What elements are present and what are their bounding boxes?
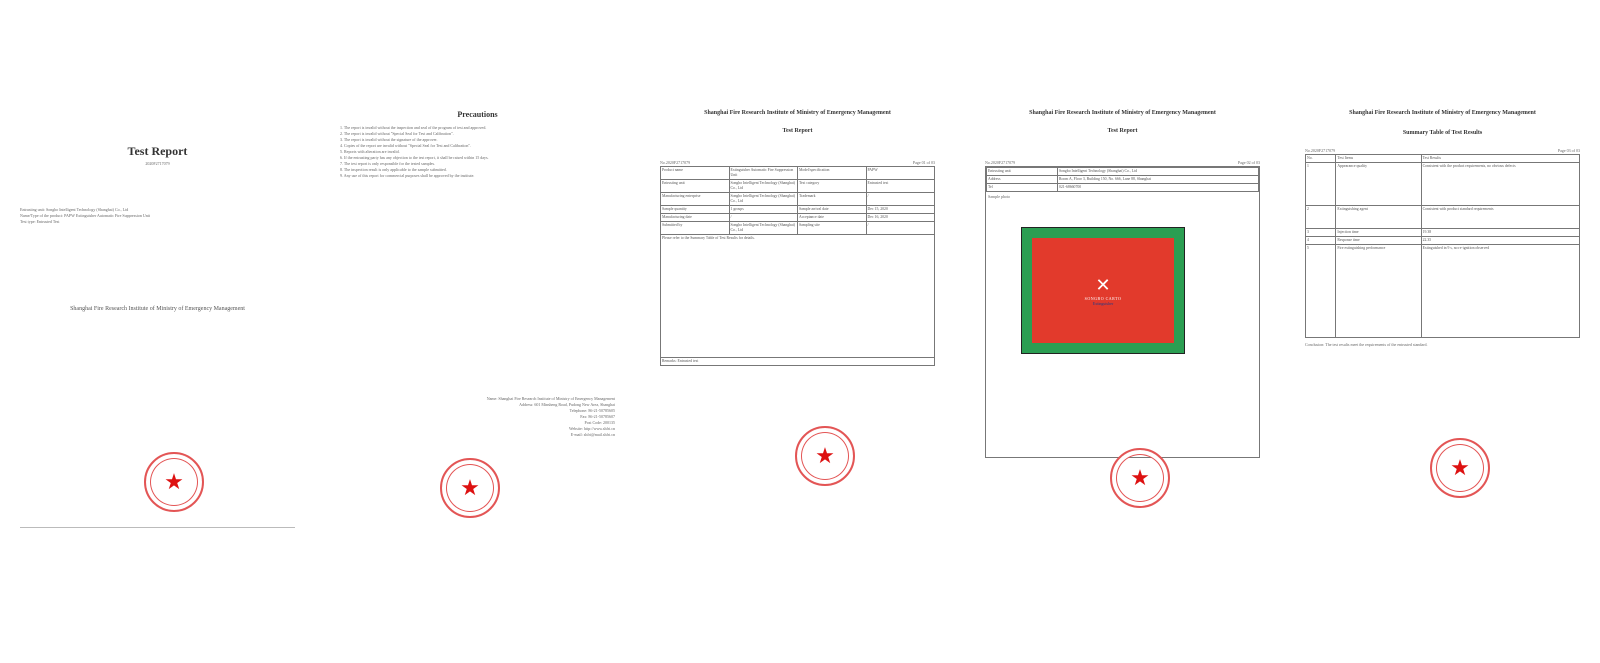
table-row: 5 Fire extinguishing performance Extinguished in 9 s, no re-ignition observed (1306, 245, 1580, 338)
client-line: Name/Type of the product: PAPW Extinguisher Automatic Fire Suppression Unit (20, 213, 151, 218)
institute-header: Shanghai Fire Research Institute of Ministry of Emergency Management (1029, 110, 1216, 116)
table-row: Remarks: Entrusted test (661, 358, 935, 366)
conclusion-text: Conclusion: The test results meet the requirements of the entrusted standard. (1305, 342, 1428, 347)
precaution-item: 3. The report is invalid without the signature of the approver. (340, 137, 438, 142)
official-seal: ★ (1110, 448, 1170, 508)
table-row: No. Test Items Test Results (1306, 155, 1580, 163)
contact-line: E-mail: shfri@mail.shfri.cn (570, 432, 615, 437)
page-number: Page 02 of 03 (1237, 160, 1260, 165)
contact-line: Telephone: 86-21-50785605 (569, 408, 615, 413)
precaution-item: 9. Any use of this report for commercial purposes shall be approved by the institute. (340, 173, 475, 178)
device-body (1032, 238, 1174, 343)
report-number: No.2020F2717079 (985, 160, 1016, 165)
table-row: Please refer to the Summary Table of Test Results for details. (661, 235, 935, 358)
report-info-table (660, 166, 935, 366)
table-row: 4 Response time 22.35 (1306, 237, 1580, 245)
device-brand: SONGBO CARTO (1084, 296, 1122, 301)
page-footer (20, 527, 295, 528)
contact-line: Website: http://www.shfri.cn (569, 426, 615, 431)
results-table (1305, 154, 1580, 338)
test-report-page-1 (660, 96, 935, 536)
photo-label: Sample photo (988, 194, 1011, 199)
contact-line: Post Code: 200135 (584, 420, 615, 425)
sample-photo (1021, 227, 1185, 354)
client-line: Test type: Entrusted Test (20, 219, 60, 224)
precautions-page (340, 96, 615, 536)
table-row: Manufacturing date / Acceptance date Dec 16, 2020 (661, 214, 935, 222)
table-row: 3 Injection time 19.38 (1306, 229, 1580, 237)
contact-line: Fax: 86-21-50785607 (580, 414, 615, 419)
client-line: Entrusting unit: Songbo Intelligent Technology (Shanghai) Co., Ltd (20, 207, 129, 212)
report-cover-page (20, 96, 295, 536)
page-number: Page 03 of 03 (1557, 148, 1580, 153)
page-title: Precautions (457, 110, 498, 119)
institute-header: Shanghai Fire Research Institute of Ministry of Emergency Management (704, 110, 891, 116)
official-seal: ★ (440, 458, 500, 518)
precaution-item: 1. The report is invalid without the inspection and seal of the program of test and approved. (340, 125, 487, 130)
report-number: No.2020F2717079 (1305, 148, 1336, 153)
institute-name: Shanghai Fire Research Institute of Ministry of Emergency Management (70, 306, 245, 312)
report-number: 2020F2717079 (145, 161, 170, 166)
table-row: Submitted by Songbo Intelligent Technology (Shanghai) Co., Ltd Sampling site / (661, 222, 935, 235)
table-row: Address Room A, Floor 3, Building 150, No. 666, Lane 88, Shanghai (987, 176, 1259, 184)
brand-logo-icon: ✕ (1095, 275, 1111, 295)
table-row: Sample quantity 1 groups Sample arrival date Dec 15, 2020 (661, 206, 935, 214)
table-row: Entrusting unit Songbo Intelligent Technology (Shanghai) Co., Ltd Test category Entrusted test (661, 180, 935, 193)
precaution-item: 5. Reports with alteration are invalid. (340, 149, 400, 154)
table-row: Tel 021-68660700 (987, 184, 1259, 192)
institute-header: Shanghai Fire Research Institute of Ministry of Emergency Management (1349, 110, 1536, 116)
table-row: 1 Appearance quality Consistent with the product requirements, no obvious defects (1306, 163, 1580, 206)
contact-line: Name: Shanghai Fire Research Institute of Ministry of Emergency Management (486, 396, 615, 401)
official-seal: ★ (1430, 438, 1490, 498)
report-number: No.2020F2717079 (660, 160, 691, 165)
test-report-page-2 (985, 96, 1260, 536)
precaution-item: 2. The report is invalid without "Special Seal for Test and Calibration". (340, 131, 454, 136)
page-number: Page 01 of 03 (912, 160, 935, 165)
precaution-item: 8. The inspection result is only applicable to the sample submitted. (340, 167, 447, 172)
contact-line: Address: 601 Minsheng Road, Pudong New Area, Shanghai (519, 402, 615, 407)
official-seal: ★ (795, 426, 855, 486)
page-title: Summary Table of Test Results (1402, 130, 1483, 136)
page-title: Test Report (127, 144, 188, 158)
precaution-item: 7. The test report is only responsible for the tested samples. (340, 161, 436, 166)
table-row: Entrusting unit Songbo Intelligent Technology (Shanghai) Co., Ltd (987, 168, 1259, 176)
page-title: Test Report (782, 128, 813, 134)
precaution-item: 6. If the entrusting party has any objection to the test report, it shall be raised within 15 days. (340, 155, 489, 160)
table-row: 2 Extinguishing agent Consistent with product standard requirements (1306, 206, 1580, 229)
summary-results-page (1305, 96, 1580, 536)
official-seal: ★ (144, 452, 204, 512)
table-row: Product name Extinguisher Automatic Fire Suppression Unit Model/specification PAPW (661, 167, 935, 180)
precaution-item: 4. Copies of the report are invalid without "Special Seal for Test and Calibration". (340, 143, 471, 148)
device-subtitle: Extinguisher (1092, 301, 1114, 306)
page-title: Test Report (1107, 128, 1138, 134)
table-row: Manufacturing enterprise Songbo Intelligent Technology (Shanghai) Co., Ltd Trademark / (661, 193, 935, 206)
client-info-table (986, 167, 1259, 192)
